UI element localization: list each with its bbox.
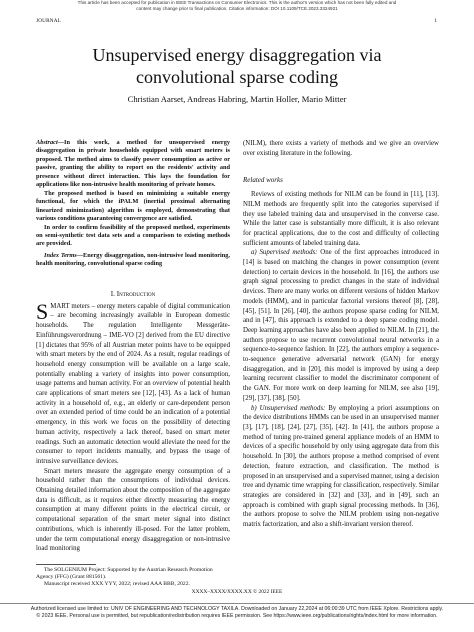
- unsupervised-methods-paragraph: By employing a priori assumptions on the device distributions HMMs can be used in an unsupervised manner [3], [17], [18], [24], [27], [35], [42]. In [41], the authors propose a method of tuning pre-trained general appliance models of an HMM to devices of a specific household by only using aggregate data from this household. In [30], the authors propose a method comprised of event detection, feature extraction, and classification. The method is proposed in an unsupervised and a supervised manner, using a decision tree and dynamic time wrapping for classification, respectively. Similar strategies are considered in [32] and [33], and in [49], such an approach is combined with graph signal processing methods. In [36], the authors propose to solve the NILM problem using non-negative matrix factorization, and also a shift-invariant version thereof.: [243, 404, 439, 529]
- related-works-paragraph: Reviews of existing methods for NILM can be found in [11], [13]. NILM methods are frequently split into the categories supervised if they use labeled training data and unsupervised in the converse case. While the latter case is substantially more difficult, it is also relevant for practical applications, due to the cost and difficulty of collecting sufficient amounts of labeled training data.: [243, 191, 439, 247]
- intro-paragraph-1: MART meters – energy meters capable of digital communication – are becoming increasingly available in European domestic households. The regulation Intelligente Messgeräte-Einführungsverordnung – IME-VO [2] derived from the EU directive [1] dictates that 95% of all Austrian meter points have to be equipped with smart meters by the end of 2024. As a result, regular readings of household energy consumption will be available on a large scale, potentially enabling a variety of insights into power consumption, usage patterns and human activity. For an overview of potential health care applications of smart meters see [12], [43]. As a lack of human activity in a household of, e.g., an elderly or care-dependent person over an extended period of time could be an indication of a potential emergency, in this work we focus on the possibility of detecting human activity, respectively a lack thereof, based on smart meter readings. Such an automatic detection would alleviate the need for the consumer to report incidents manually, and bypass the usage of intrusive surveillance devices.: [36, 302, 230, 465]
- publication-note-line1: This article has been accepted for publication in IEEE Transactions on Consumer Electronics. This is the author's version which has not been fully edited and: [77, 0, 397, 5]
- abstract-label: Abstract: [36, 139, 58, 146]
- footnotes: [36, 564, 230, 589]
- abstract-paragraph-3: In order to confirm feasibility of the proposed method, experiments on semi-synthetic test data sets and a comparison to existing methods are provided.: [36, 223, 230, 248]
- abstract-paragraph-2: The proposed method is based on minimizing a suitable energy functional, for which the iPALM (inertial proximal alternating linearized minimization) algorithm is employed, demonstrating that various conditions guaranteeing convergence are satisfied.: [36, 189, 230, 223]
- abstract: [36, 139, 230, 269]
- permission-line: © 2023 IEEE. Personal use is permitted, but republication/redistribution requires IEEE permission. See https://www.ieee.org/publications/rights/index.html for more information.: [36, 613, 438, 619]
- journal-label: JOURNAL: [36, 18, 62, 24]
- title-line-1: Unsupervised energy disaggregation via: [92, 45, 382, 65]
- intro-paragraph-2: Smart meters measure the aggregate energy consumption of a household rather than the consumptions of individual devices. Obtaining detailed information about the composition of the aggregate data is difficult, as it requires either directly measuring the energy consumption at many different points in the electrical circuit, or computational separation of the smart meter signal into distinct contributions, which is inherently ill-posed. For the latter problem, under the term computational energy disaggregation or non-intrusive load monitoring: [36, 467, 230, 553]
- footer-divider: [0, 603, 474, 604]
- abstract-paragraph-1: —In this work, a method for unsupervised energy disaggregation in private households equipped with smart meters is proposed. The method aims to classify power consumption as active or passive, granting the ability to report on the residents' activity and presence without direct interaction. This lays the foundation for applications like non-intrusive health monitoring of private homes.: [36, 139, 230, 189]
- supervised-methods-label: a) Supervised methods:: [251, 249, 318, 257]
- unsupervised-methods-label: b) Unsupervised methods:: [251, 404, 326, 412]
- copyright-line: XXXX–XXXX/XXXX.XX © 2022 IEEE: [191, 589, 283, 595]
- section-heading-introduction: I. Introduction: [110, 290, 156, 298]
- paper-title: [0, 44, 474, 88]
- supervised-methods-paragraph: One of the first approaches introduced in [14] is based on matching the changes in power consumption (event detection) to certain devices in the household. In [16], the authors use graph signal processing to predict changes in the state of individual devices. There are many works on different versions of hidden Markov models (HMM), and in particular factorial versions thereof [8], [28], [45], [51]. In [26], [40], the authors propose sparse coding for NILM, and in [47], this approach is extended to a deep sparse coding model. Deep learning approaches have also been applied to NILM. In [21], the authors propose to use recurrent convolutional neural networks in a sequence-to-sequence fashion. In [22], the authors employ a sequence-to-sequence generative adversarial network (GAN) for energy disaggregation, and in [20], this model is improved by using a deep learning recurrent classifier to model the discriminator component of the GAN. For more work on deep learning for NILM, see also [19], [29], [37], [38], [50].: [243, 249, 439, 402]
- footnote-manuscript: Manuscript received XXX YYY, 2022; revised AAA BBB, 2022.: [44, 581, 190, 588]
- index-terms: —Energy disaggregation, non-intrusive load monitoring, health monitoring, convolutional sparse coding: [36, 251, 230, 268]
- license-line: Authorized licensed use limited to: UNIV OF ENGINEERING AND TECHNOLOGY TAXILA. Downloaded on January 22,2024 at 06:00:39 UTC from IEEE Xplore. Restrictions apply.: [30, 606, 444, 612]
- introduction-section: [36, 290, 230, 554]
- related-works-heading: Related works: [243, 176, 283, 185]
- title-line-2: convolutional sparse coding: [136, 67, 338, 87]
- footnote-rule: [36, 564, 96, 565]
- publication-note-line2: content may change prior to final publication. Citation information: DOI 10.1109/TCE.2023.3324921: [136, 6, 338, 11]
- page-number: 1: [434, 18, 437, 24]
- nilm-intro-paragraph: (NILM), there exists a variety of methods and we give an overview over existing literature in the following.: [243, 140, 439, 157]
- author-list: Christian Aarset, Andreas Habring, Martin Holler, Mario Mitter: [127, 94, 347, 104]
- right-column: [243, 139, 439, 530]
- index-terms-label: Index Terms: [44, 251, 77, 259]
- drop-cap: S: [36, 298, 49, 324]
- footnote-funding: The SOLGENIUM Project: Supported by the Austrian Research Promotion Agency (FFG) (Grant 881561).: [36, 567, 213, 581]
